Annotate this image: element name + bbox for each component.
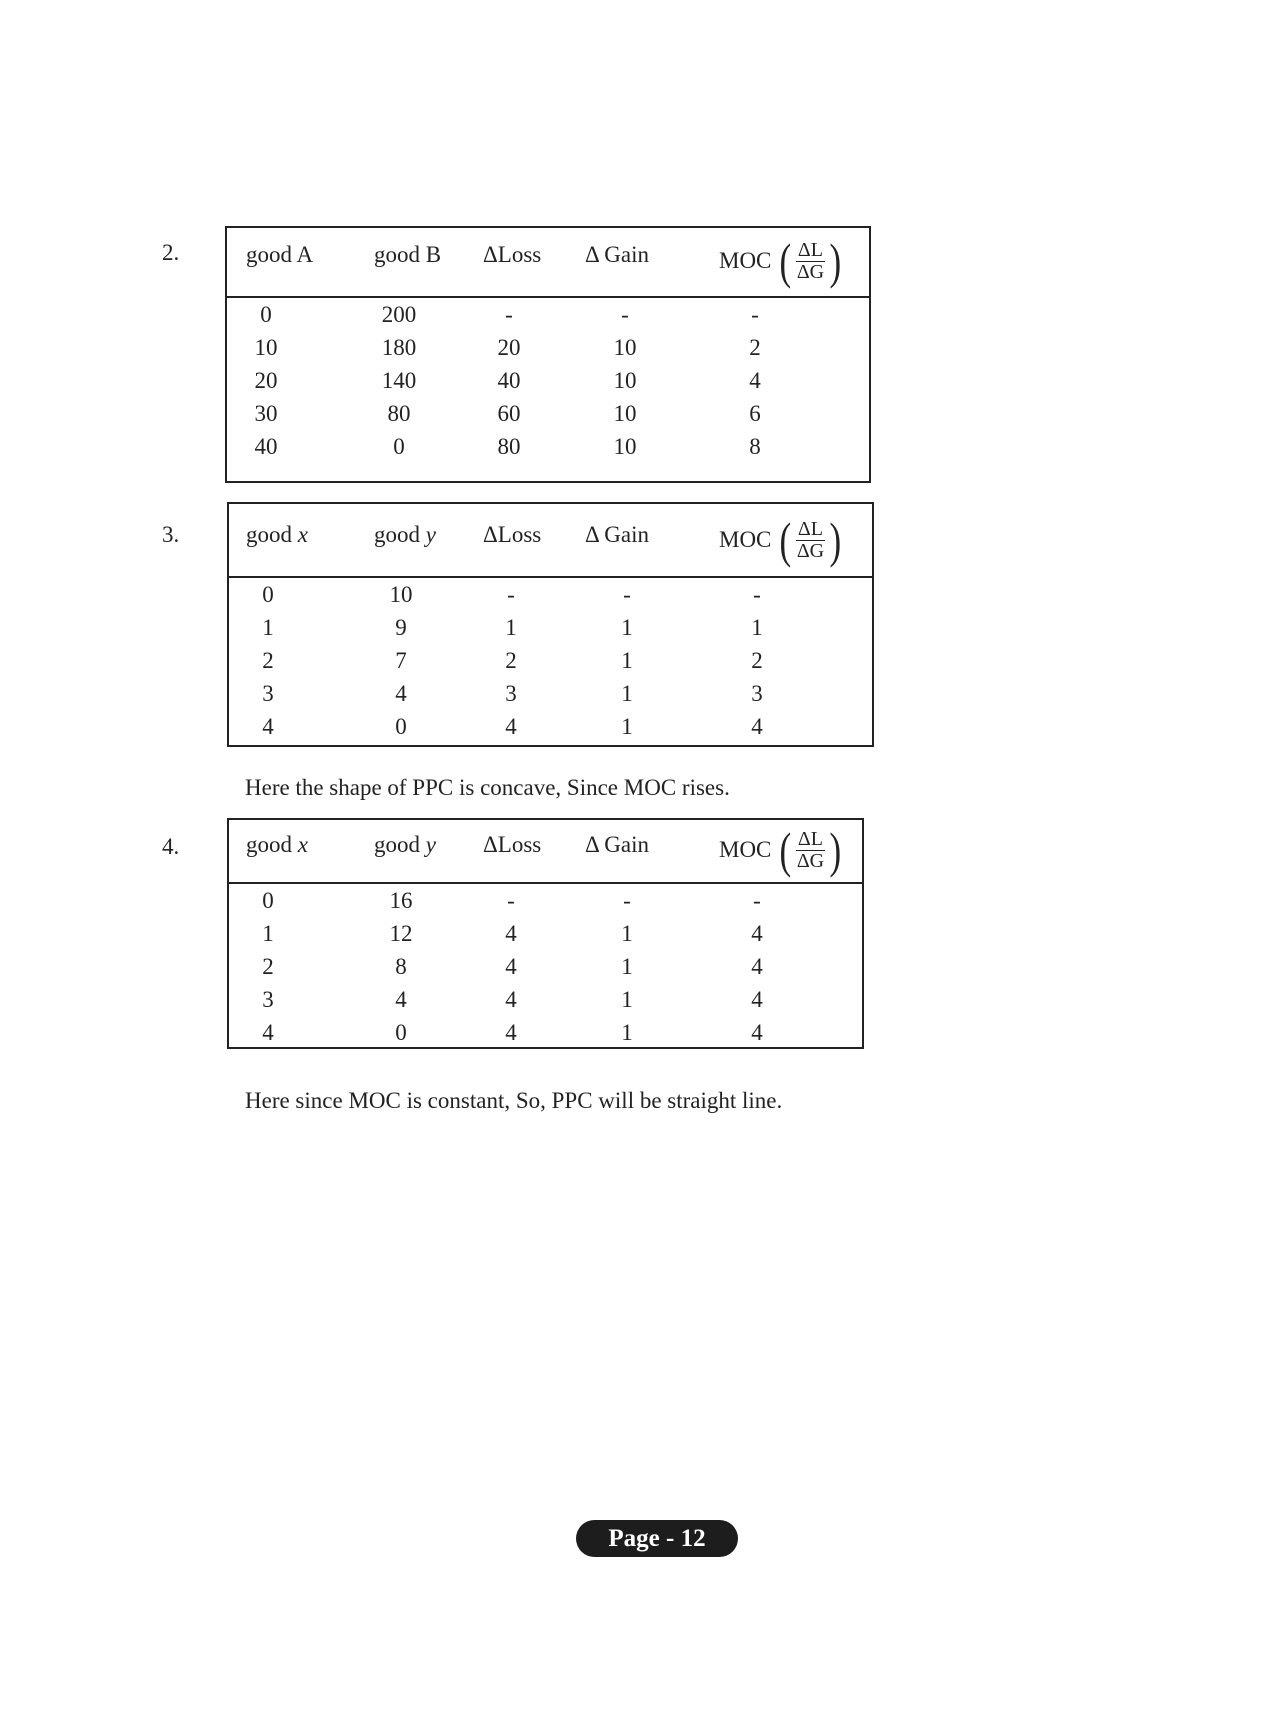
table-cell-col-gain: 1 xyxy=(621,648,633,673)
table-header xyxy=(227,228,869,298)
table-cell-col-loss: 4 xyxy=(505,987,517,1012)
table-cell-col-gain: 1 xyxy=(621,921,633,946)
table-cell-col-second-good: 7 xyxy=(395,648,407,673)
table-cell-col-second-good: 9 xyxy=(395,615,407,640)
table-cell-col-second-good: 10 xyxy=(389,582,413,607)
table-cell-col-loss: 80 xyxy=(497,434,521,459)
table-cell-col-second-good: 200 xyxy=(381,302,417,327)
header-gain: Δ Gain xyxy=(585,522,649,547)
moc-table-2 xyxy=(225,226,871,483)
table-cell-col-loss: 20 xyxy=(497,335,521,360)
header-good-a: good A xyxy=(246,242,314,267)
table-cell-col-moc: 4 xyxy=(751,921,763,946)
table-cell-col-loss: 1 xyxy=(505,615,517,640)
table-cell-col-moc: - xyxy=(751,302,759,327)
table-cell-col-first-good: 3 xyxy=(262,681,274,706)
table-cell-col-gain: 10 xyxy=(613,401,637,426)
table-cell-col-gain: 10 xyxy=(613,368,637,393)
table-cell-col-second-good: 4 xyxy=(395,681,407,706)
table-cell-col-first-good: 4 xyxy=(262,1020,274,1045)
table-cell-col-first-good: 2 xyxy=(262,648,274,673)
table-cell-col-moc: 4 xyxy=(751,954,763,979)
table-cell-col-first-good: 0 xyxy=(262,888,274,913)
table-cell-col-moc: 6 xyxy=(749,401,761,426)
moc-table-4 xyxy=(227,818,864,1049)
table-cell-col-first-good: 3 xyxy=(262,987,274,1012)
table-cell-col-moc: 1 xyxy=(751,615,763,640)
table-cell-col-second-good: 0 xyxy=(395,1020,407,1045)
table-header xyxy=(229,504,872,578)
table-cell-col-first-good: 4 xyxy=(262,714,274,739)
table-cell-col-loss: 4 xyxy=(505,921,517,946)
table-cell-col-first-good: 30 xyxy=(254,401,278,426)
delta-fraction: $\frac{\Delta L}{\Delta G}$ xyxy=(796,238,825,283)
table-cell-col-second-good: 80 xyxy=(387,401,411,426)
table-cell-col-moc: 2 xyxy=(749,335,761,360)
table-cell-col-first-good: 1 xyxy=(262,921,274,946)
table-cell-col-moc: - xyxy=(753,582,761,607)
question-number: 3. xyxy=(162,522,180,547)
table-cell-col-moc: 8 xyxy=(749,434,761,459)
table-cell-col-first-good: 1 xyxy=(262,615,274,640)
table-cell-col-gain: 10 xyxy=(613,434,637,459)
table-cell-col-loss: 40 xyxy=(497,368,521,393)
table-cell-col-second-good: 8 xyxy=(395,954,407,979)
table-cell-col-first-good: 2 xyxy=(262,954,274,979)
table-cell-col-gain: 1 xyxy=(621,987,633,1012)
header-good-x: good x xyxy=(246,522,308,547)
header-moc: MOC ( $\frac{\Delta L}{\Delta G}$ ) xyxy=(719,822,842,878)
header-good-b: good B xyxy=(374,242,442,267)
header-gain: Δ Gain xyxy=(585,832,649,857)
table-cell-col-loss: - xyxy=(507,888,515,913)
table-header xyxy=(229,820,862,884)
table-cell-col-second-good: 140 xyxy=(381,368,417,393)
moc-table-3 xyxy=(227,502,874,747)
table-cell-col-moc: 4 xyxy=(751,714,763,739)
note-concave: Here the shape of PPC is concave, Since MOC rises. xyxy=(245,775,730,800)
question-number: 4. xyxy=(162,834,180,859)
header-good-x: good x xyxy=(246,832,308,857)
table-cell-col-moc: 4 xyxy=(751,987,763,1012)
table-cell-col-moc: - xyxy=(753,888,761,913)
table-cell-col-first-good: 10 xyxy=(254,335,278,360)
table-cell-col-gain: - xyxy=(623,888,631,913)
table-cell-col-first-good: 40 xyxy=(254,434,278,459)
table-cell-col-second-good: 0 xyxy=(393,434,405,459)
table-cell-col-loss: 60 xyxy=(497,401,521,426)
table-cell-col-gain: 10 xyxy=(613,335,637,360)
table-cell-col-second-good: 4 xyxy=(395,987,407,1012)
page-number-badge: Page - 12 xyxy=(576,1520,738,1557)
table-cell-col-first-good: 0 xyxy=(260,302,272,327)
table-cell-col-second-good: 12 xyxy=(389,921,413,946)
table-cell-col-first-good: 20 xyxy=(254,368,278,393)
table-cell-col-gain: 1 xyxy=(621,954,633,979)
table-cell-col-loss: - xyxy=(505,302,513,327)
delta-fraction: $\frac{\Delta L}{\Delta G}$ xyxy=(796,517,825,562)
header-good-y: good y xyxy=(374,832,436,857)
table-cell-col-gain: - xyxy=(623,582,631,607)
table-cell-col-gain: - xyxy=(621,302,629,327)
header-good-y: good y xyxy=(374,522,436,547)
header-gain: Δ Gain xyxy=(585,242,649,267)
table-cell-col-moc: 4 xyxy=(749,368,761,393)
table-cell-col-gain: 1 xyxy=(621,681,633,706)
delta-fraction: $\frac{\Delta L}{\Delta G}$ xyxy=(796,827,825,872)
header-moc: MOC ( $\frac{\Delta L}{\Delta G}$ ) xyxy=(719,233,842,289)
table-cell-col-loss: 3 xyxy=(505,681,517,706)
header-loss: ΔLoss xyxy=(483,522,542,547)
table-cell-col-first-good: 0 xyxy=(262,582,274,607)
table-cell-col-loss: 4 xyxy=(505,714,517,739)
table-cell-col-loss: - xyxy=(507,582,515,607)
table-cell-col-moc: 3 xyxy=(751,681,763,706)
table-cell-col-loss: 4 xyxy=(505,1020,517,1045)
table-cell-col-moc: 4 xyxy=(751,1020,763,1045)
table-cell-col-gain: 1 xyxy=(621,1020,633,1045)
table-cell-col-loss: 4 xyxy=(505,954,517,979)
header-loss: ΔLoss xyxy=(483,832,542,857)
table-cell-col-gain: 1 xyxy=(621,615,633,640)
table-cell-col-loss: 2 xyxy=(505,648,517,673)
table-cell-col-second-good: 16 xyxy=(389,888,413,913)
table-cell-col-second-good: 180 xyxy=(381,335,417,360)
table-cell-col-moc: 2 xyxy=(751,648,763,673)
table-cell-col-gain: 1 xyxy=(621,714,633,739)
header-moc: MOC ( $\frac{\Delta L}{\Delta G}$ ) xyxy=(719,512,842,568)
note-straight: Here since MOC is constant, So, PPC will be straight line. xyxy=(245,1088,783,1113)
table-cell-col-second-good: 0 xyxy=(395,714,407,739)
header-loss: ΔLoss xyxy=(483,242,542,267)
question-number: 2. xyxy=(162,240,180,265)
